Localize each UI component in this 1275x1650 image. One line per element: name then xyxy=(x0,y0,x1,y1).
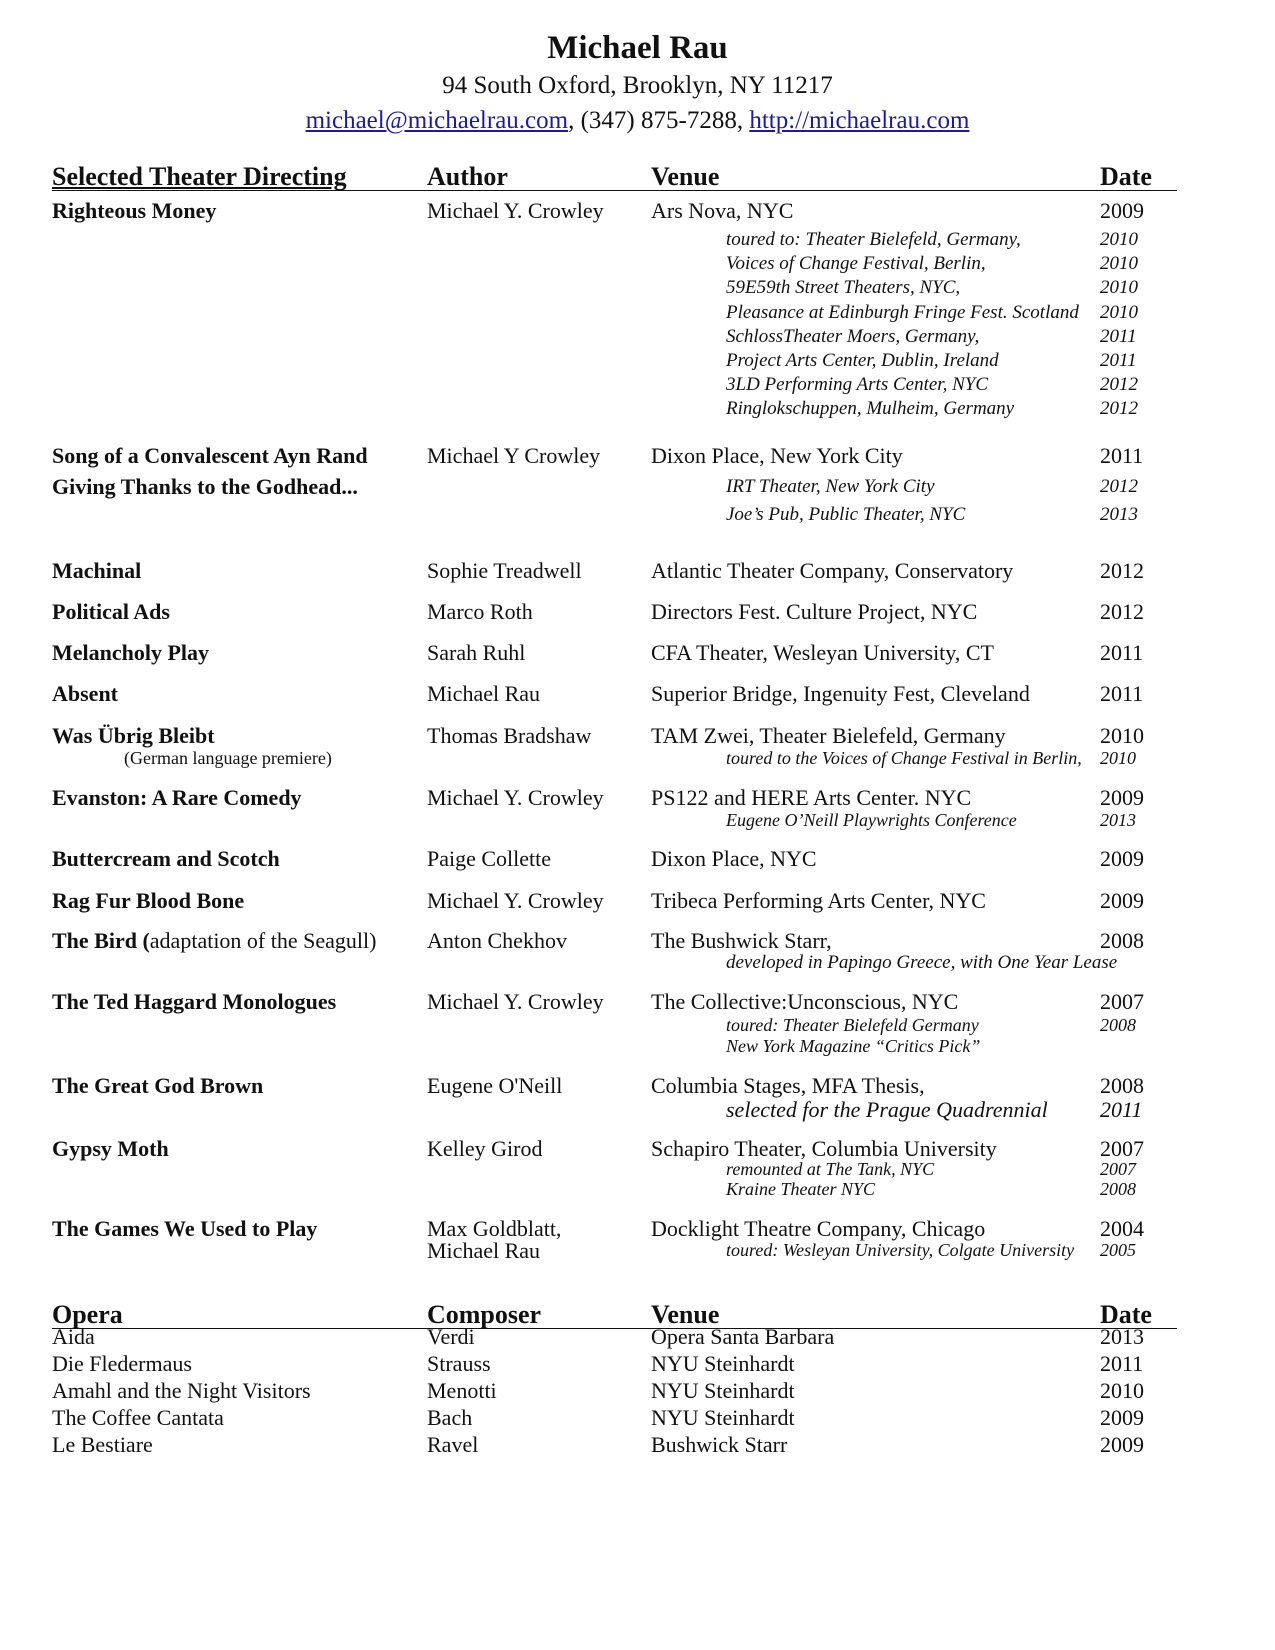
production-venue: Tribeca Performing Arts Center, NYC xyxy=(651,888,986,913)
production-author: Michael Y Crowley xyxy=(427,443,601,468)
opera-title: Die Fledermaus xyxy=(52,1351,192,1376)
production-date: 2004 xyxy=(1100,1216,1144,1241)
production-date: 2011 xyxy=(1100,640,1144,665)
tour-venue: Ringlokschuppen, Mulheim, Germany xyxy=(726,398,1015,419)
opera-venue: NYU Steinhardt xyxy=(651,1378,795,1403)
tour-date: 2010 xyxy=(1100,229,1138,250)
opera-section-header xyxy=(52,1298,1177,1329)
tour-date: 2011 xyxy=(1100,326,1137,347)
opera-composer: Bach xyxy=(427,1405,473,1430)
production-title: Melancholy Play xyxy=(52,640,210,665)
tour-venue: developed in Papingo Greece, with One Year Lease xyxy=(726,952,1118,973)
tour-date: 2013 xyxy=(1100,504,1138,525)
production-date: 2008 xyxy=(1100,928,1144,953)
tour-date: 2010 xyxy=(1100,748,1136,768)
tour-venue: 3LD Performing Arts Center, NYC xyxy=(726,374,988,395)
venue-heading: Venue xyxy=(651,1300,720,1329)
tour-date: 2012 xyxy=(1100,476,1138,497)
date-heading: Date xyxy=(1100,1300,1152,1329)
email-link[interactable]: michael@michaelrau.com xyxy=(305,107,569,134)
production-title: Song of a Convalescent Ayn Rand xyxy=(52,443,368,468)
tour-date: 2005 xyxy=(1100,1240,1136,1260)
phone: , (347) 875-7288, xyxy=(568,107,750,134)
production-author: Max Goldblatt, xyxy=(427,1216,562,1241)
production-date: 2007 xyxy=(1100,1136,1144,1161)
opera-title: Le Bestiare xyxy=(52,1432,153,1457)
production-venue: Docklight Theatre Company, Chicago xyxy=(651,1216,986,1241)
production-title: The Games We Used to Play xyxy=(52,1216,318,1241)
tour-venue: Eugene O’Neill Playwrights Conference xyxy=(726,810,1017,830)
theater-section-header xyxy=(52,160,1177,191)
production-title: Rag Fur Blood Bone xyxy=(52,888,245,913)
tour-venue: toured: Theater Bielefeld Germany xyxy=(726,1015,979,1035)
production-venue: Dixon Place, New York City xyxy=(651,443,903,468)
title-rest: adaptation of the Seagull) xyxy=(149,928,377,953)
production-date: 2009 xyxy=(1100,785,1144,810)
production-note: (German language premiere) xyxy=(124,748,332,768)
production-author: Michael Y. Crowley xyxy=(427,888,604,913)
address: 94 South Oxford, Brooklyn, NY 11217 xyxy=(442,72,833,99)
opera-date: 2009 xyxy=(1100,1432,1144,1457)
tour-venue: New York Magazine “Critics Pick” xyxy=(726,1036,981,1056)
production-venue: The Collective:Unconscious, NYC xyxy=(651,989,959,1014)
date-heading: Date xyxy=(1100,162,1152,191)
tour-venue: IRT Theater, New York City xyxy=(726,476,935,497)
resume-name: Michael Rau xyxy=(547,30,728,66)
production-author: Michael Rau xyxy=(427,681,541,706)
production-venue: CFA Theater, Wesleyan University, CT xyxy=(651,640,994,665)
tour-date: 2012 xyxy=(1100,374,1138,395)
tour-date: 2008 xyxy=(1100,1179,1136,1199)
tour-venue: Voices of Change Festival, Berlin, xyxy=(726,253,986,274)
tour-date: 2012 xyxy=(1100,398,1138,419)
production-title: Was Übrig Bleibt xyxy=(52,723,215,748)
tour-venue: toured to: Theater Bielefeld, Germany, xyxy=(726,229,1021,250)
tour-venue: toured: Wesleyan University, Colgate University xyxy=(726,1240,1075,1260)
website-link[interactable]: http://michaelrau.com xyxy=(749,107,970,134)
production-author: Sarah Ruhl xyxy=(427,640,526,665)
production-author: Marco Roth xyxy=(427,599,533,624)
tour-date: 2010 xyxy=(1100,253,1138,274)
production-date: 2009 xyxy=(1100,846,1144,871)
production-date: 2011 xyxy=(1100,681,1144,706)
production-title: Political Ads xyxy=(52,599,170,624)
venue-heading: Venue xyxy=(651,162,720,191)
production-title: Righteous Money xyxy=(52,198,217,223)
production-venue: Ars Nova, NYC xyxy=(651,198,794,223)
composer-heading: Composer xyxy=(427,1300,542,1329)
production-author: Michael Y. Crowley xyxy=(427,989,604,1014)
opera-venue: Bushwick Starr xyxy=(651,1432,788,1457)
contact-line xyxy=(0,107,1275,135)
production-venue: Columbia Stages, MFA Thesis, xyxy=(651,1073,925,1098)
opera-composer: Ravel xyxy=(427,1432,479,1457)
production-date: 2007 xyxy=(1100,989,1144,1014)
tour-date: 2010 xyxy=(1100,302,1138,323)
production-author: Sophie Treadwell xyxy=(427,558,582,583)
production-title: Evanston: A Rare Comedy xyxy=(52,785,302,810)
title-bold: The Bird ( xyxy=(52,928,150,953)
opera-heading: Opera xyxy=(52,1300,123,1329)
production-venue: Dixon Place, NYC xyxy=(651,846,817,871)
production-date: 2009 xyxy=(1100,888,1144,913)
production-title: Absent xyxy=(52,681,119,706)
tour-venue: Pleasance at Edinburgh Fringe Fest. Scotland xyxy=(726,302,1079,323)
tour-date: 2010 xyxy=(1100,277,1138,298)
opera-title: Amahl and the Night Visitors xyxy=(52,1378,311,1403)
production-title: Machinal xyxy=(52,558,142,583)
production-date: 2008 xyxy=(1100,1073,1144,1098)
production-venue: TAM Zwei, Theater Bielefeld, Germany xyxy=(651,723,1006,748)
production-author: Michael Y. Crowley xyxy=(427,785,604,810)
production-author: Anton Chekhov xyxy=(427,928,567,953)
opera-venue: NYU Steinhardt xyxy=(651,1351,795,1376)
opera-date: 2010 xyxy=(1100,1378,1144,1403)
production-venue: Atlantic Theater Company, Conservatory xyxy=(651,558,1014,583)
author-heading: Author xyxy=(427,162,508,191)
opera-composer: Strauss xyxy=(427,1351,491,1376)
opera-title: The Coffee Cantata xyxy=(52,1405,224,1430)
tour-venue: Project Arts Center, Dublin, Ireland xyxy=(726,350,999,371)
tour-venue: selected for the Prague Quadrennial xyxy=(726,1097,1048,1122)
opera-date: 2013 xyxy=(1100,1324,1144,1349)
production-venue: PS122 and HERE Arts Center. NYC xyxy=(651,785,972,810)
production-title: Buttercream and Scotch xyxy=(52,846,280,871)
tour-venue: remounted at The Tank, NYC xyxy=(726,1159,935,1179)
production-author: Eugene O'Neill xyxy=(427,1073,563,1098)
opera-date: 2011 xyxy=(1100,1351,1144,1376)
production-title xyxy=(52,930,376,952)
production-author: Kelley Girod xyxy=(427,1136,543,1161)
production-author: Paige Collette xyxy=(427,846,552,871)
tour-venue: toured to the Voices of Change Festival in Berlin, xyxy=(726,748,1082,768)
tour-venue: Joe’s Pub, Public Theater, NYC xyxy=(726,504,966,525)
production-venue: Superior Bridge, Ingenuity Fest, Cleveland xyxy=(651,681,1030,706)
production-date: 2011 xyxy=(1100,443,1144,468)
production-title: The Great God Brown xyxy=(52,1073,264,1098)
tour-date: 2008 xyxy=(1100,1015,1136,1035)
tour-venue: Kraine Theater NYC xyxy=(726,1179,876,1199)
production-title: The Ted Haggard Monologues xyxy=(52,989,337,1014)
production-date: 2012 xyxy=(1100,558,1144,583)
production-date: 2012 xyxy=(1100,599,1144,624)
opera-venue: NYU Steinhardt xyxy=(651,1405,795,1430)
tour-date: 2011 xyxy=(1100,1097,1143,1122)
tour-date: 2013 xyxy=(1100,810,1136,830)
theater-heading: Selected Theater Directing xyxy=(52,162,347,191)
opera-date: 2009 xyxy=(1100,1405,1144,1430)
tour-date: 2011 xyxy=(1100,350,1137,371)
production-venue: The Bushwick Starr, xyxy=(651,928,832,953)
production-venue: Directors Fest. Culture Project, NYC xyxy=(651,599,978,624)
tour-venue: SchlossTheater Moers, Germany, xyxy=(726,326,980,347)
production-date: 2010 xyxy=(1100,723,1144,748)
production-author: Thomas Bradshaw xyxy=(427,723,592,748)
production-venue: Schapiro Theater, Columbia University xyxy=(651,1136,997,1161)
production-author-line2: Michael Rau xyxy=(427,1238,541,1263)
opera-composer: Menotti xyxy=(427,1378,497,1403)
opera-composer: Verdi xyxy=(427,1324,475,1349)
production-author: Michael Y. Crowley xyxy=(427,198,604,223)
opera-title: Aida xyxy=(52,1324,95,1349)
production-title-line2: Giving Thanks to the Godhead... xyxy=(52,474,358,499)
opera-venue: Opera Santa Barbara xyxy=(651,1324,835,1349)
production-title: Gypsy Moth xyxy=(52,1136,169,1161)
tour-venue: 59E59th Street Theaters, NYC, xyxy=(726,277,961,298)
production-date: 2009 xyxy=(1100,198,1144,223)
tour-date: 2007 xyxy=(1100,1159,1136,1179)
